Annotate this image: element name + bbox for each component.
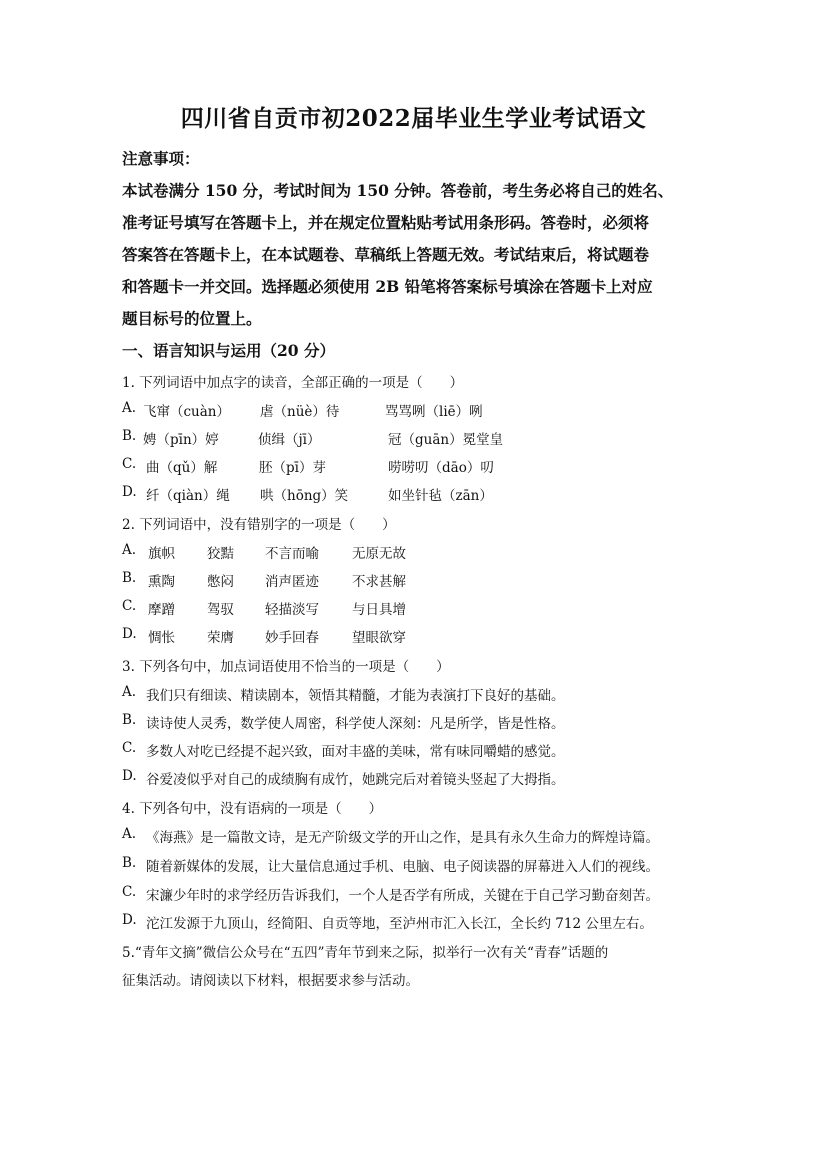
option-item: 驾驭 (207, 602, 234, 618)
option-item: 纤（qiàn）绳 (146, 488, 230, 504)
option-text: 谷爱凌似乎对自己的成绩胸有成竹，她跳完后对着镜头竖起了大拇指。 (146, 772, 565, 788)
option-label: D. (122, 626, 137, 642)
option-item: 惆怅 (148, 630, 175, 646)
option-label: D. (122, 484, 137, 500)
option-item: 胚（pī）芽 (259, 460, 326, 476)
option-text: 我们只有细读、精读剧本，领悟其精髓，才能为表演打下良好的基础。 (146, 688, 565, 704)
option-label: D. (122, 768, 137, 784)
question-4-stem: 4. 下列各句中，没有语病的一项是（ ） (122, 801, 383, 817)
notice-line: 本试卷满分 150 分，考试时间为 150 分钟。答卷前，考生务必将自己的姓名、 (122, 181, 674, 200)
option-item: 曲（qǔ）解 (146, 460, 218, 476)
option-item: 轻描淡写 (265, 602, 319, 618)
notice-line: 答案答在答题卡上，在本试题卷、草稿纸上答题无效。考试结束后，将试题卷 (122, 245, 650, 264)
question-2-stem: 2. 下列词语中，没有错别字的一项是（ ） (122, 517, 396, 533)
option-item: 唠唠叨（dāo）叨 (388, 460, 494, 476)
page-title: 四川省自贡市初2022届毕业生学业考试语文 (180, 105, 647, 132)
option-text: 沱江发源于九顶山，经简阳、自贡等地，至泸州市汇入长江，全长约 712 公里左右。 (146, 916, 653, 932)
option-item: 与日具增 (352, 602, 406, 618)
question-5-stem: 5.“青年文摘”微信公众号在“五四”青年节到来之际，拟举行一次有关“青春”话题的 (122, 945, 609, 961)
option-label: C. (122, 740, 137, 756)
question-5-stem-cont: 征集活动。请阅读以下材料，根据要求参与活动。 (122, 973, 419, 989)
option-label: B. (122, 712, 137, 728)
option-item: 消声匿迹 (265, 574, 319, 590)
option-item: 熏陶 (148, 574, 175, 590)
notice-line: 准考证号填写在答题卡上，并在规定位置粘贴考试用条形码。答卷时，必须将 (122, 213, 650, 232)
option-text: 随着新媒体的发展，让大量信息通过手机、电脑、电子阅读器的屏幕进入人们的视线。 (146, 859, 659, 875)
question-3-stem: 3. 下列各句中，加点词语使用不恰当的一项是（ ） (122, 659, 450, 675)
option-item: 冠（guān）冕堂皇 (388, 432, 504, 448)
option-item: 侦缉（jī） (258, 432, 321, 448)
option-label: A. (122, 684, 137, 700)
option-label: B. (122, 428, 137, 444)
option-text: 《海燕》是一篇散文诗，是无产阶级文学的开山之作，是具有永久生命力的辉煌诗篇。 (146, 830, 659, 846)
option-text: 宋濂少年时的求学经历告诉我们，一个人是否学有所成，关键在于自己学习勤奋刻苦。 (146, 888, 659, 904)
option-label: A. (122, 826, 137, 842)
option-item: 飞窜（cuàn） (143, 404, 230, 420)
notice-heading: 注意事项： (122, 149, 200, 168)
option-item: 如坐针毡（zān） (388, 488, 493, 504)
option-item: 憋闷 (207, 574, 234, 590)
section-heading: 一、语言知识与运用（20 分） (122, 341, 335, 360)
option-item: 虐（nüè）待 (260, 404, 340, 420)
option-label: C. (122, 456, 137, 472)
option-item: 望眼欲穿 (352, 630, 406, 646)
question-1-stem: 1. 下列词语中加点字的读音，全部正确的一项是（ ） (122, 375, 464, 391)
option-label: D. (122, 912, 137, 928)
option-label: A. (122, 400, 137, 416)
option-item: 妙手回春 (265, 630, 319, 646)
option-item: 荣膺 (207, 630, 234, 646)
option-item: 狡黠 (207, 546, 234, 562)
option-label: C. (122, 598, 137, 614)
notice-line: 题目标号的位置上。 (122, 309, 262, 328)
option-label: A. (122, 542, 137, 558)
option-item: 不言而喻 (265, 546, 319, 562)
option-text: 读诗使人灵秀，数学使人周密，科学使人深刻：凡是所学，皆是性格。 (146, 716, 565, 732)
option-label: C. (122, 884, 137, 900)
option-item: 旗帜 (148, 546, 175, 562)
option-text: 多数人对吃已经提不起兴致，面对丰盛的美味，常有味同嚼蜡的感觉。 (146, 744, 565, 760)
option-item: 哄（hōng）笑 (260, 488, 349, 504)
option-item: 无原无故 (352, 546, 406, 562)
option-item: 骂骂咧（liē）咧 (385, 404, 483, 420)
option-item: 摩蹭 (148, 602, 175, 618)
option-item: 娉（pīn）婷 (143, 432, 219, 448)
option-label: B. (122, 570, 137, 586)
option-item: 不求甚解 (352, 574, 406, 590)
notice-line: 和答题卡一并交回。选择题必须使用 2B 铅笔将答案标号填涂在答题卡上对应 (122, 277, 653, 296)
option-label: B. (122, 855, 137, 871)
